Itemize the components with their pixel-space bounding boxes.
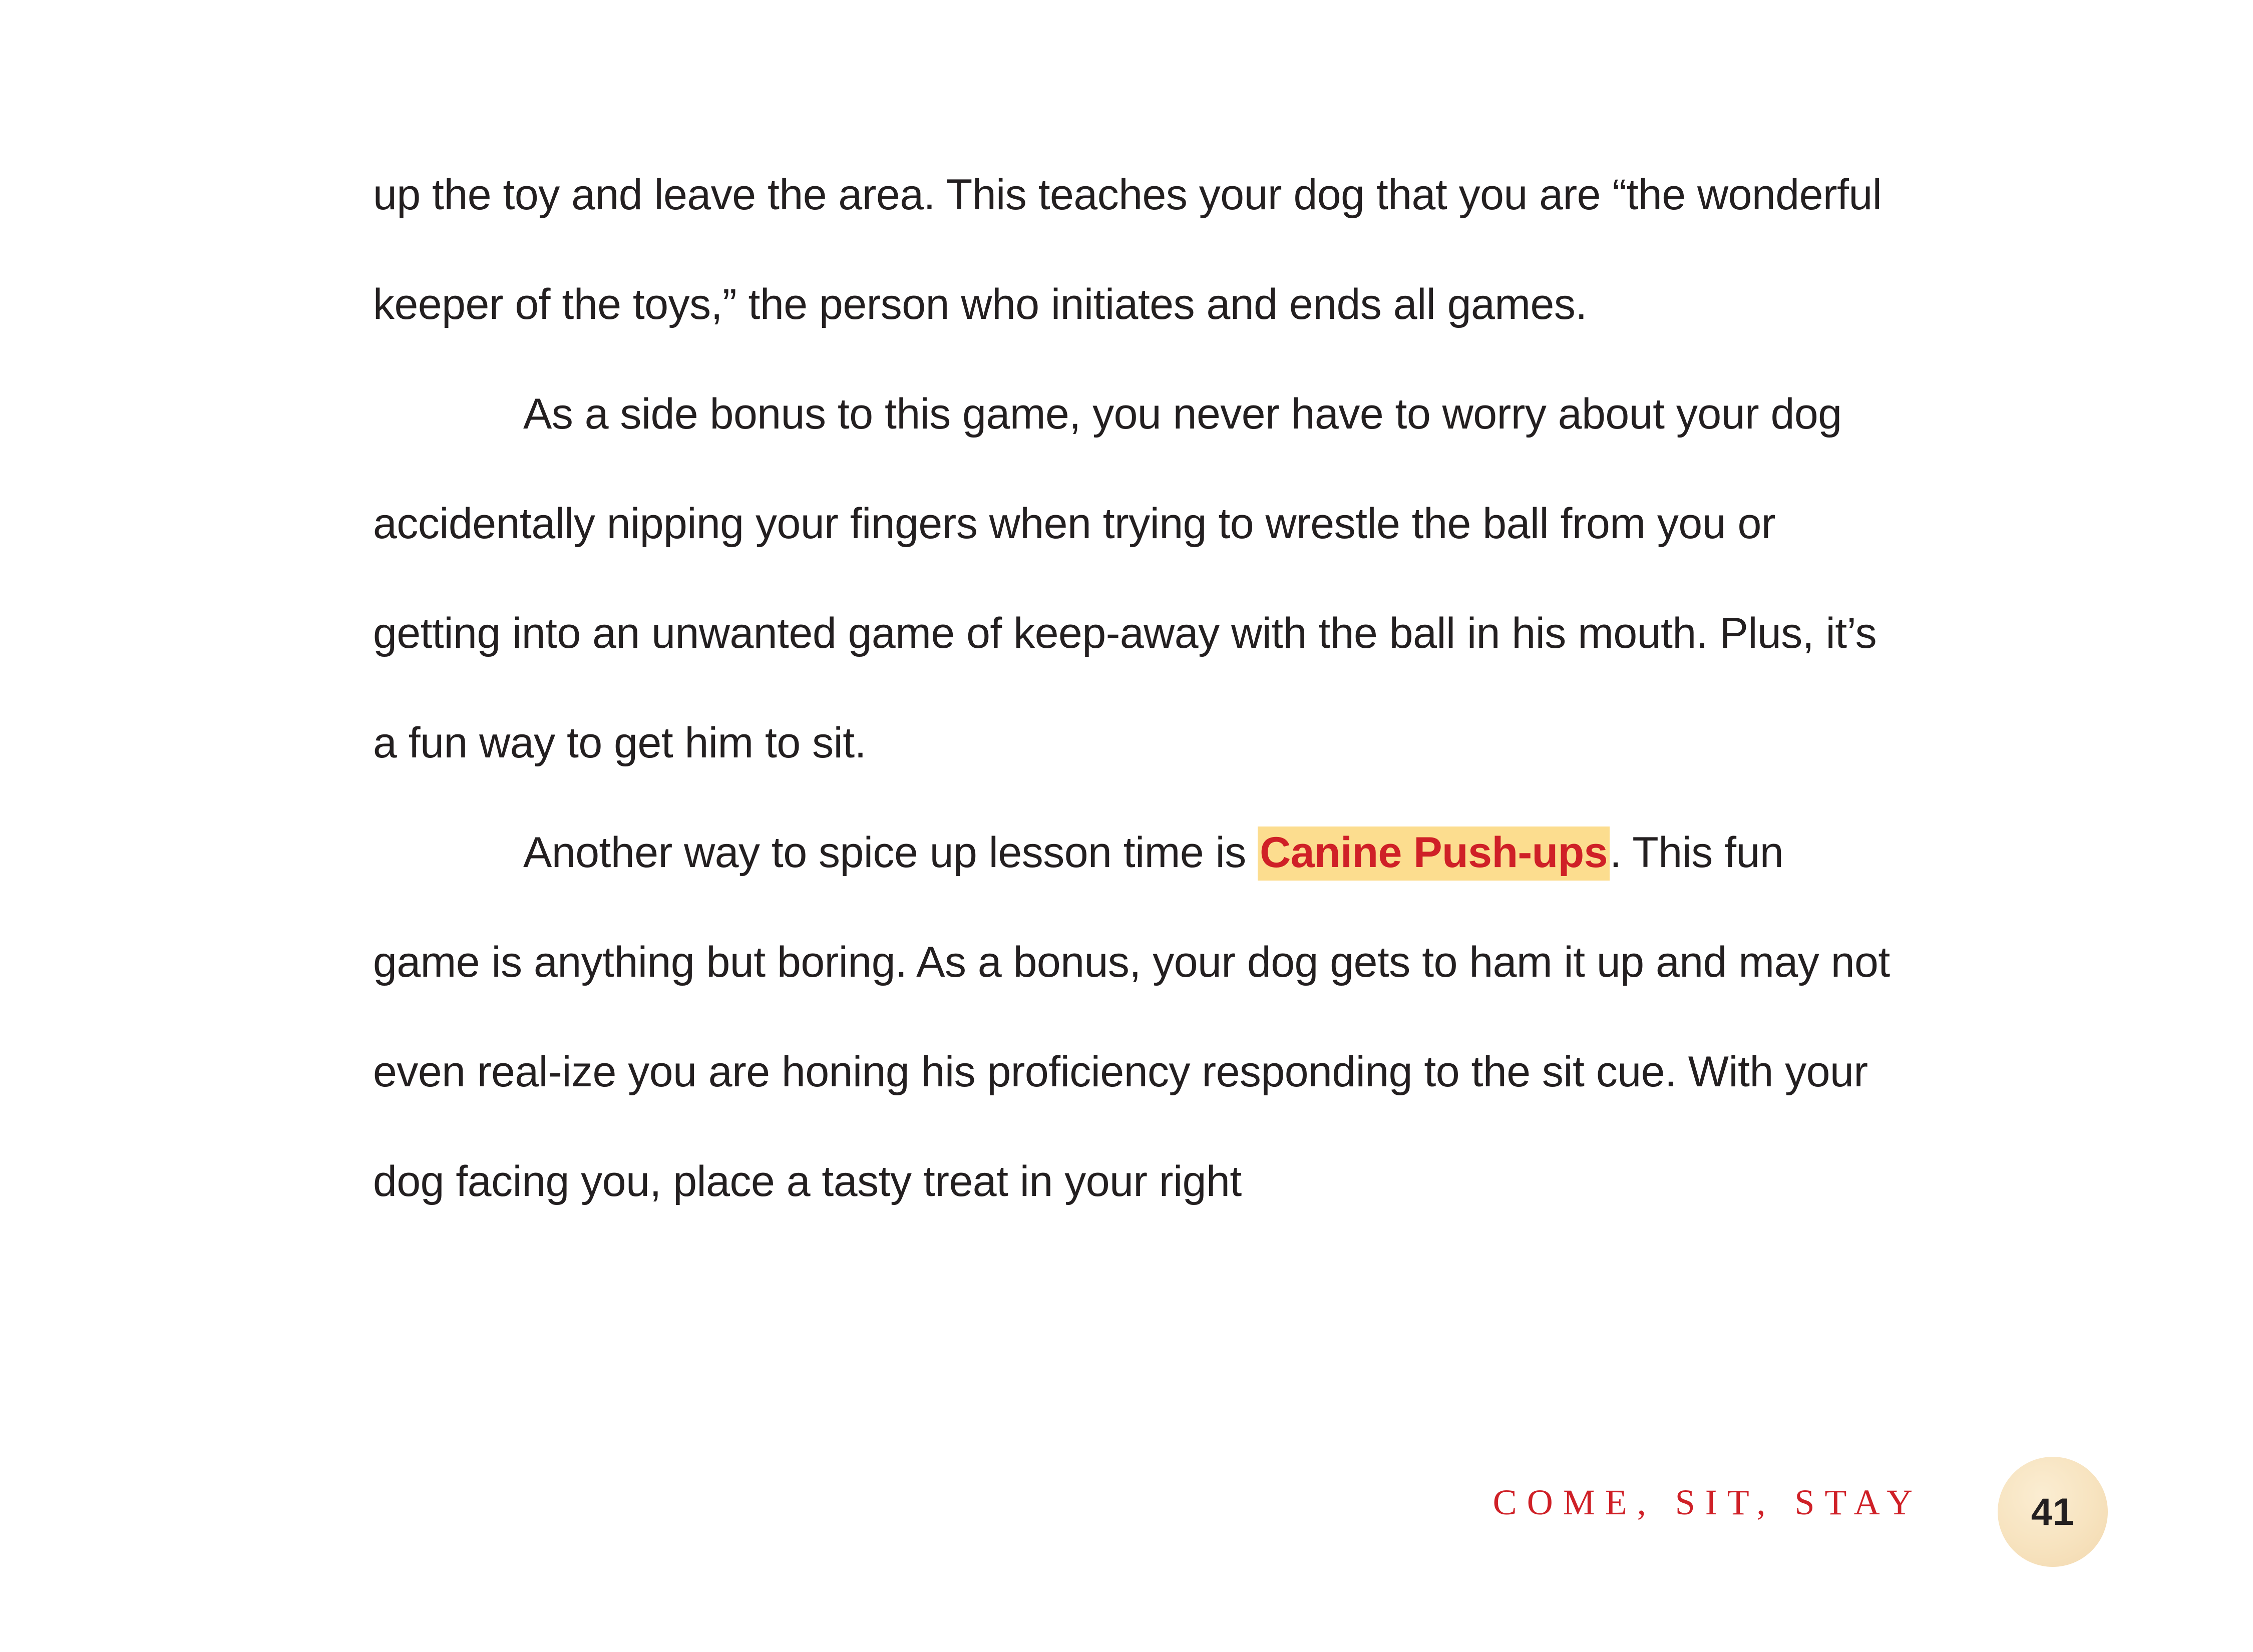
page-number-badge bbox=[1998, 1457, 2108, 1567]
page-footer bbox=[0, 1477, 2253, 1607]
body-text bbox=[373, 140, 1898, 1236]
paragraph-1: up the toy and leave the area. This teaches your dog that you are “the wonderful keeper of the toys,” the person who initiates and ends all games. bbox=[373, 171, 1882, 328]
paragraph-3-tail: . This fun game is anything but boring. As a bonus, your dog gets to ham it up and may not even real-ize you are honing his proficiency responding to the sit cue. With your dog facing you, place a tasty treat in your right bbox=[373, 829, 1890, 1205]
paragraph-3-lead: Another way to spice up lesson time is bbox=[523, 829, 1258, 877]
highlighted-term-canine-push-ups: Canine Push-ups bbox=[1258, 827, 1610, 881]
page-number: 41 bbox=[2031, 1490, 2075, 1533]
paragraph-3 bbox=[373, 798, 1898, 1236]
running-head: COME, SIT, STAY bbox=[1492, 1482, 1923, 1522]
paragraph-2: As a side bonus to this game, you never have to worry about your dog accidentally nipping your fingers when trying to wrestle the ball from you or getting into an unwanted game of keep-away with the ball in his mouth. Plus, it’s a fun way to get him to sit. bbox=[373, 390, 1877, 767]
